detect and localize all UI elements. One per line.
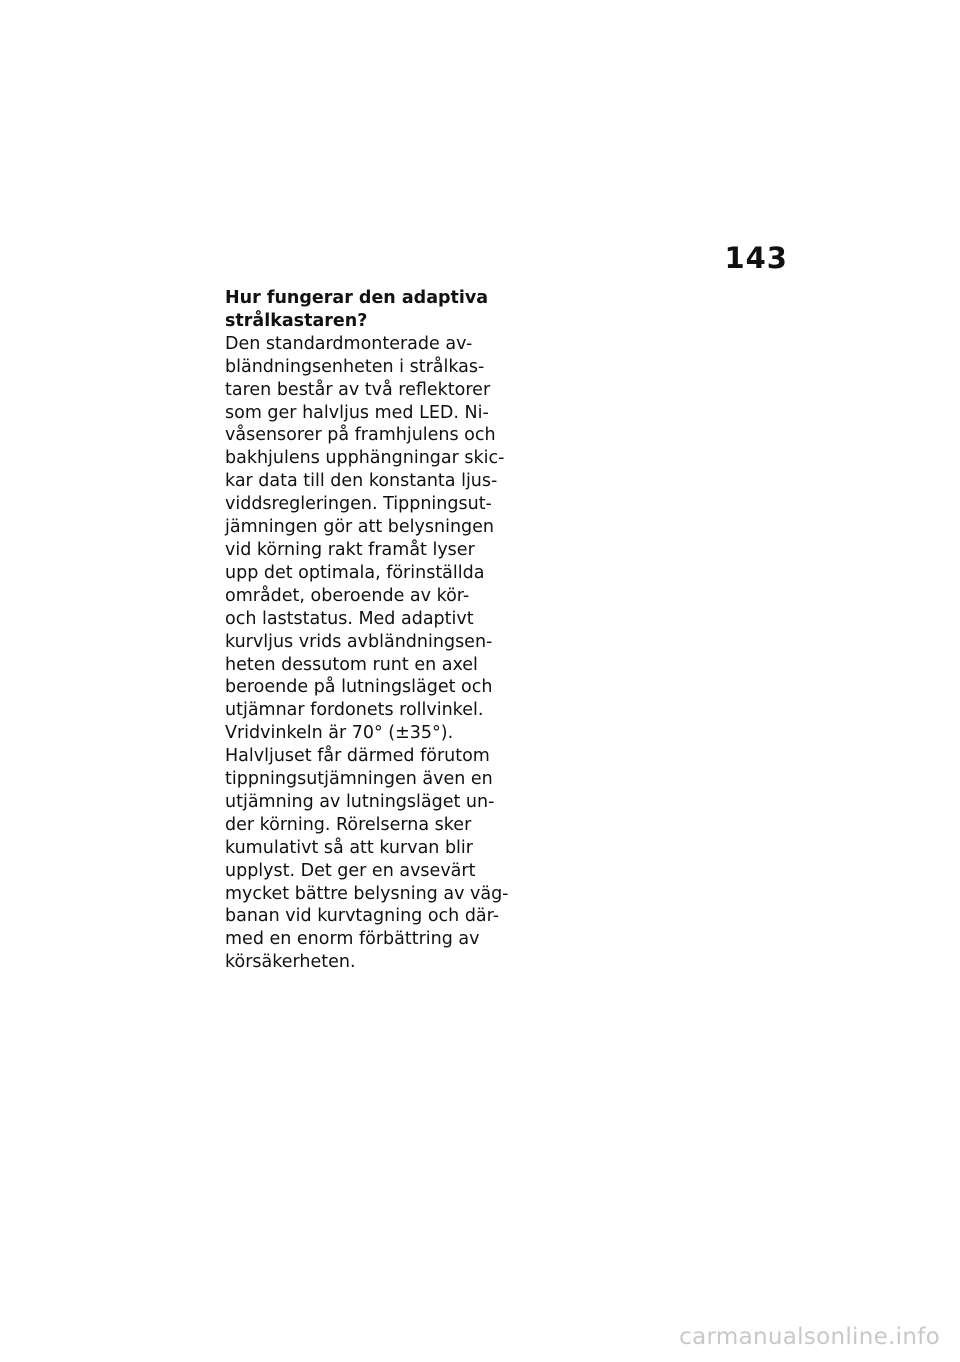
body-line: kumulativt så att kurvan blir — [225, 837, 473, 858]
body-line: kar data till den konstanta ljus- — [225, 471, 498, 492]
body-line: der körning. Rörelserna sker — [225, 814, 472, 835]
body-line: upp det optimala, förinställda — [225, 562, 485, 583]
body-line: Den standardmonterade av- — [225, 333, 473, 354]
body-line: bakhjulens upphängningar skic- — [225, 448, 505, 469]
body-line: utjämning av lutningsläget un- — [225, 791, 495, 812]
body-line: utjämnar fordonets rollvinkel. — [225, 700, 484, 721]
body-line: våsensorer på framhjulens och — [225, 425, 496, 446]
body-line: och laststatus. Med adaptivt — [225, 608, 474, 629]
body-line: med en enorm förbättring av — [225, 929, 480, 950]
heading-line: strålkastaren? — [225, 310, 368, 331]
section-heading — [225, 287, 525, 333]
body-line: banan vid kurvtagning och där- — [225, 906, 500, 927]
body-line: upplyst. Det ger en avsevärt — [225, 860, 476, 881]
body-line: området, oberoende av kör- — [225, 585, 470, 606]
body-line: viddsregleringen. Tippningsut- — [225, 494, 492, 515]
body-line: beroende på lutningsläget och — [225, 677, 493, 698]
heading-line: Hur fungerar den adaptiva — [225, 288, 489, 308]
body-line: jämningen gör att belysningen — [225, 517, 495, 538]
body-line: taren består av två reflektorer — [225, 379, 491, 400]
body-line: som ger halvljus med LED. Ni- — [225, 402, 489, 423]
body-line: körsäkerheten. — [225, 952, 356, 973]
body-line: kurvljus vrids avbländningsen- — [225, 631, 493, 652]
body-line: bländningsenheten i strålkas- — [225, 356, 485, 377]
body-line: Halvljuset får därmed förutom — [225, 746, 490, 767]
body-line: tippningsutjämningen även en — [225, 769, 493, 790]
body-line: Vridvinkeln är 70° (±35°). — [225, 723, 454, 744]
body-line: vid körning rakt framåt lyser — [225, 539, 475, 560]
watermark: carmanualsonline.info — [679, 1324, 940, 1350]
page-number: 143 — [724, 241, 788, 275]
section-body — [225, 333, 525, 974]
body-line: heten dessutom runt en axel — [225, 654, 478, 675]
text-column — [225, 287, 525, 974]
body-line: mycket bättre belysning av väg- — [225, 883, 509, 904]
